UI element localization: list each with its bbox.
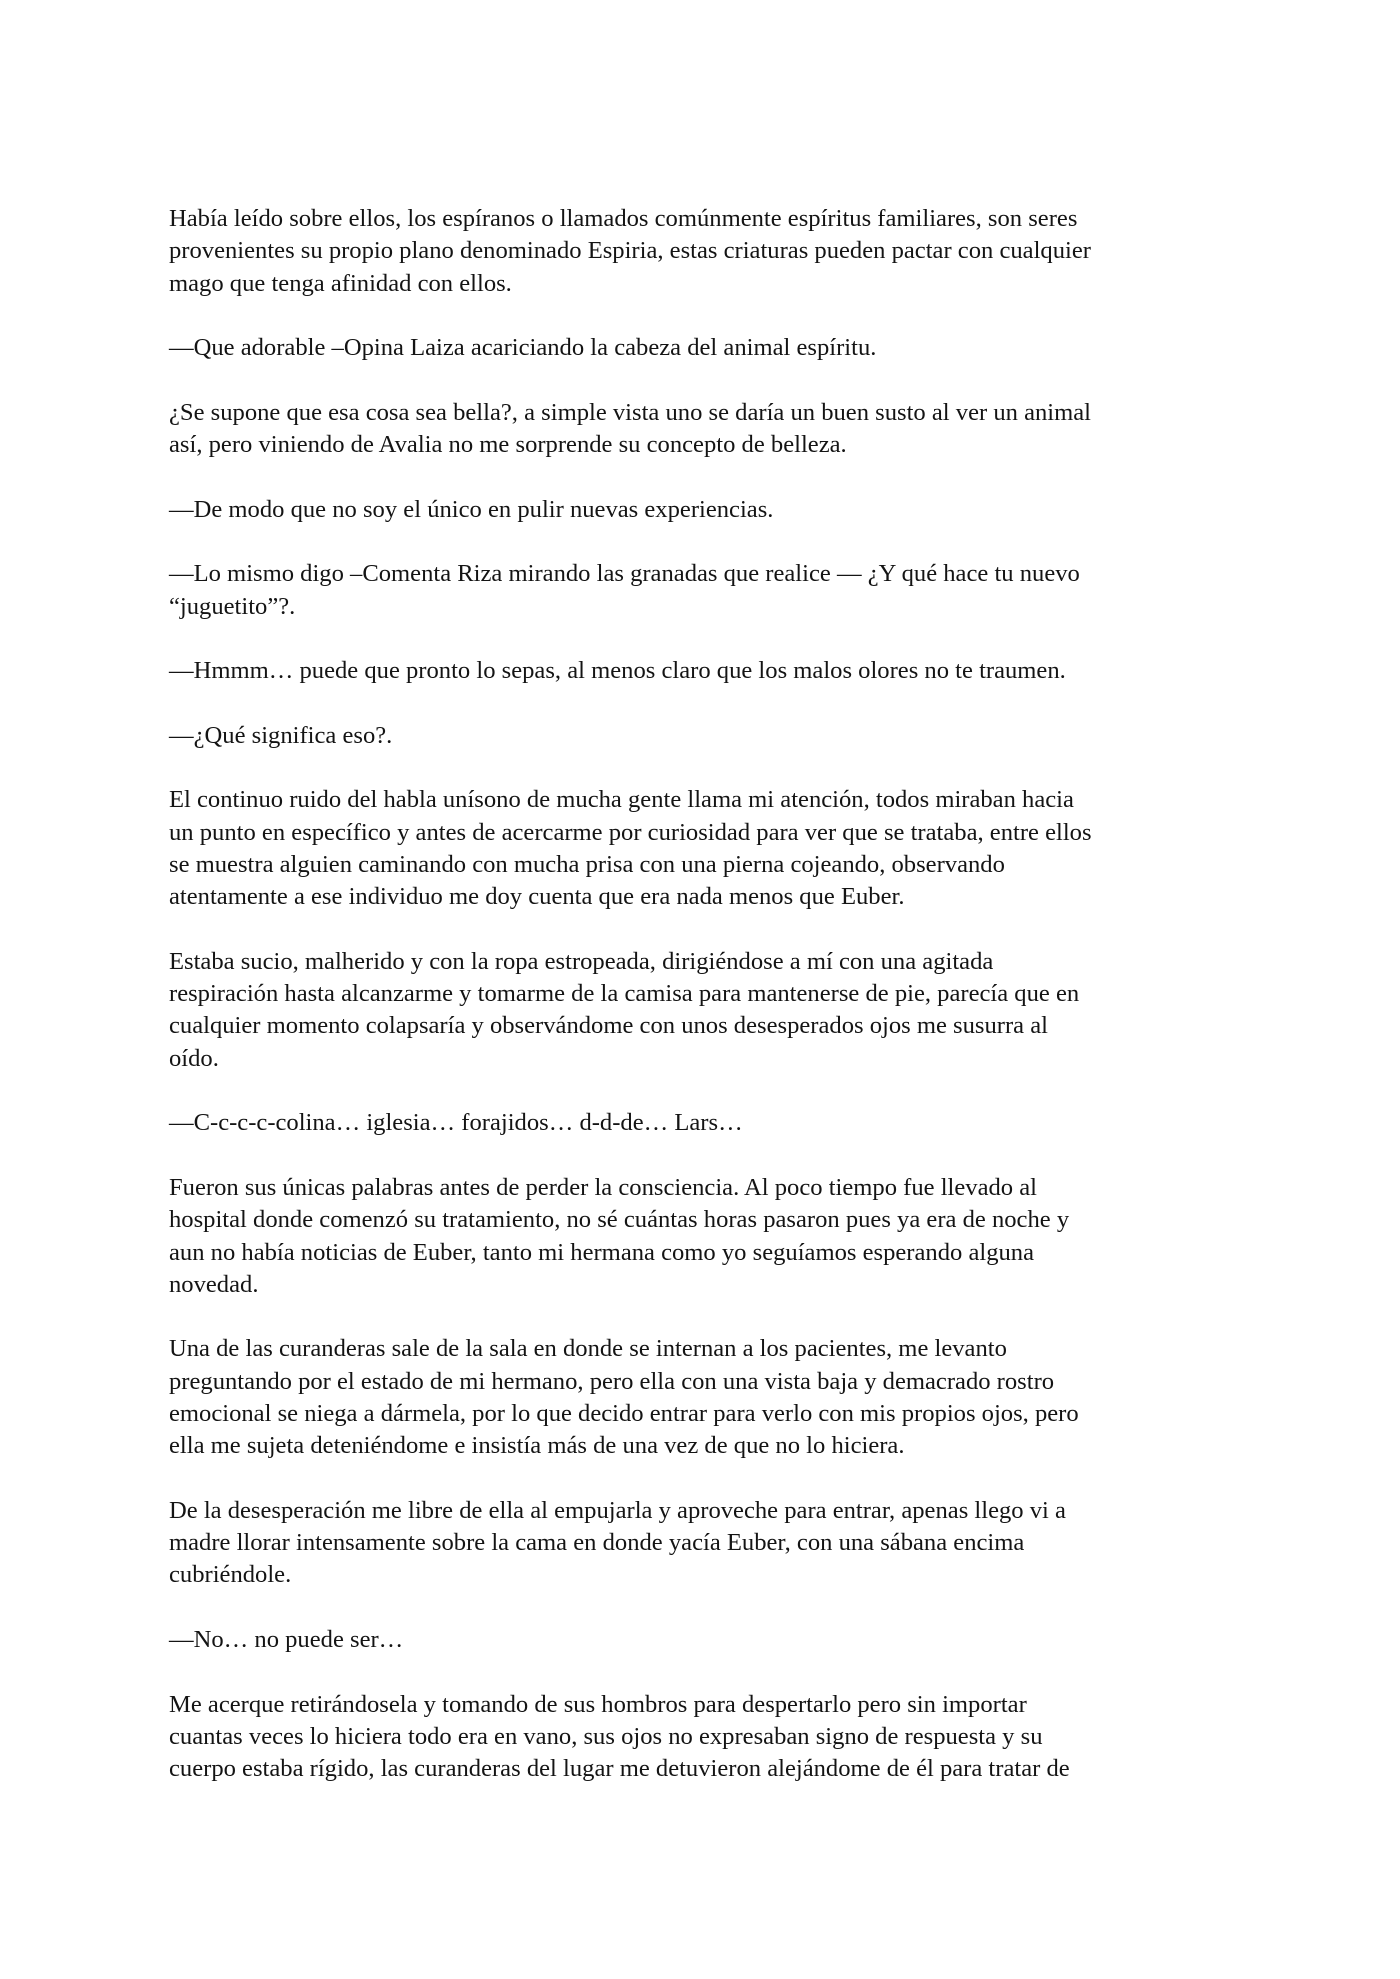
paragraph (169, 1624, 1239, 1656)
text-line: cualquier momento colapsaría y observándome con unos desesperados ojos me susurra al (169, 1012, 1048, 1040)
text-line: respiración hasta alcanzarme y tomarme de la camisa para mantenerse de pie, parecía que en (169, 980, 1080, 1008)
paragraph (169, 558, 1239, 623)
text-line: atentamente a ese individuo me doy cuenta que era nada menos que Euber. (169, 883, 905, 911)
body-text (169, 203, 1239, 1818)
text-line: cuantas veces lo hiciera todo era en vano, sus ojos no expresaban signo de respuesta y su (169, 1722, 1043, 1750)
text-line: —No… no puede ser… (169, 1626, 404, 1654)
text-line: Una de las curanderas sale de la sala en donde se internan a los pacientes, me levanto (169, 1335, 1007, 1363)
text-line: ¿Se supone que esa cosa sea bella?, a simple vista uno se daría un buen susto al ver un animal (169, 398, 1091, 426)
text-line: Me acerque retirándosela y tomando de sus hombros para despertarlo pero sin importar (169, 1690, 1027, 1718)
text-line: provenientes su propio plano denominado Espiria, estas criaturas pueden pactar con cualquier (169, 237, 1091, 265)
paragraph (169, 397, 1239, 462)
paragraph (169, 494, 1239, 526)
text-line: —Hmmm… puede que pronto lo sepas, al menos claro que los malos olores no te traumen. (169, 657, 1066, 685)
paragraph (169, 1172, 1239, 1301)
text-line: Estaba sucio, malherido y con la ropa estropeada, dirigiéndose a mí con una agitada (169, 947, 994, 975)
text-line: —Lo mismo digo –Comenta Riza mirando las granadas que realice — ¿Y qué hace tu nuevo (169, 560, 1080, 588)
text-line: se muestra alguien caminando con mucha prisa con una pierna cojeando, observando (169, 850, 1005, 878)
text-line: así, pero viniendo de Avalia no me sorprende su concepto de belleza. (169, 431, 847, 459)
paragraph (169, 720, 1239, 752)
text-line: Había leído sobre ellos, los espíranos o llamados comúnmente espíritus familiares, son seres (169, 205, 1078, 232)
paragraph (169, 946, 1239, 1075)
text-line: mago que tenga afinidad con ellos. (169, 269, 512, 297)
paragraph (169, 1333, 1239, 1462)
text-line: cubriéndole. (169, 1561, 292, 1589)
paragraph (169, 784, 1239, 913)
text-line: hospital donde comenzó su tratamiento, no sé cuántas horas pasaron pues ya era de noche y (169, 1206, 1070, 1234)
paragraph (169, 203, 1239, 300)
paragraph (169, 1689, 1239, 1786)
text-line: —C-c-c-c-colina… iglesia… forajidos… d-d-de… Lars… (169, 1109, 743, 1137)
text-line: aun no había noticias de Euber, tanto mi hermana como yo seguíamos esperando alguna (169, 1238, 1034, 1266)
text-line: —De modo que no soy el único en pulir nuevas experiencias. (169, 495, 774, 523)
paragraph (169, 655, 1239, 687)
text-line: De la desesperación me libre de ella al empujarla y aproveche para entrar, apenas llego vi a (169, 1496, 1066, 1524)
text-line: emocional se niega a dármela, por lo que decido entrar para verlo con mis propios ojos, pero (169, 1399, 1079, 1427)
text-line: oído. (169, 1044, 219, 1072)
text-line: novedad. (169, 1270, 259, 1298)
text-line: El continuo ruido del habla unísono de mucha gente llama mi atención, todos miraban hacia (169, 786, 1074, 814)
paragraph (169, 1107, 1239, 1139)
text-line: preguntando por el estado de mi hermano, pero ella con una vista baja y demacrado rostro (169, 1367, 1055, 1395)
text-line: ella me sujeta deteniéndome e insistía más de una vez de que no lo hiciera. (169, 1432, 905, 1460)
text-line: Fueron sus únicas palabras antes de perder la consciencia. Al poco tiempo fue llevado al (169, 1173, 1037, 1201)
text-line: “juguetito”?. (169, 592, 296, 620)
text-line: —¿Qué significa eso?. (169, 721, 393, 749)
paragraph (169, 332, 1239, 364)
paragraph (169, 1495, 1239, 1592)
text-line: cuerpo estaba rígido, las curanderas del lugar me detuvieron alejándome de él para tratar de (169, 1755, 1070, 1783)
text-line: —Que adorable –Opina Laiza acariciando la cabeza del animal espíritu. (169, 334, 877, 362)
text-line: madre llorar intensamente sobre la cama en donde yacía Euber, con una sábana encima (169, 1529, 1025, 1557)
text-line: un punto en específico y antes de acercarme por curiosidad para ver que se trataba, entre ellos (169, 818, 1092, 846)
